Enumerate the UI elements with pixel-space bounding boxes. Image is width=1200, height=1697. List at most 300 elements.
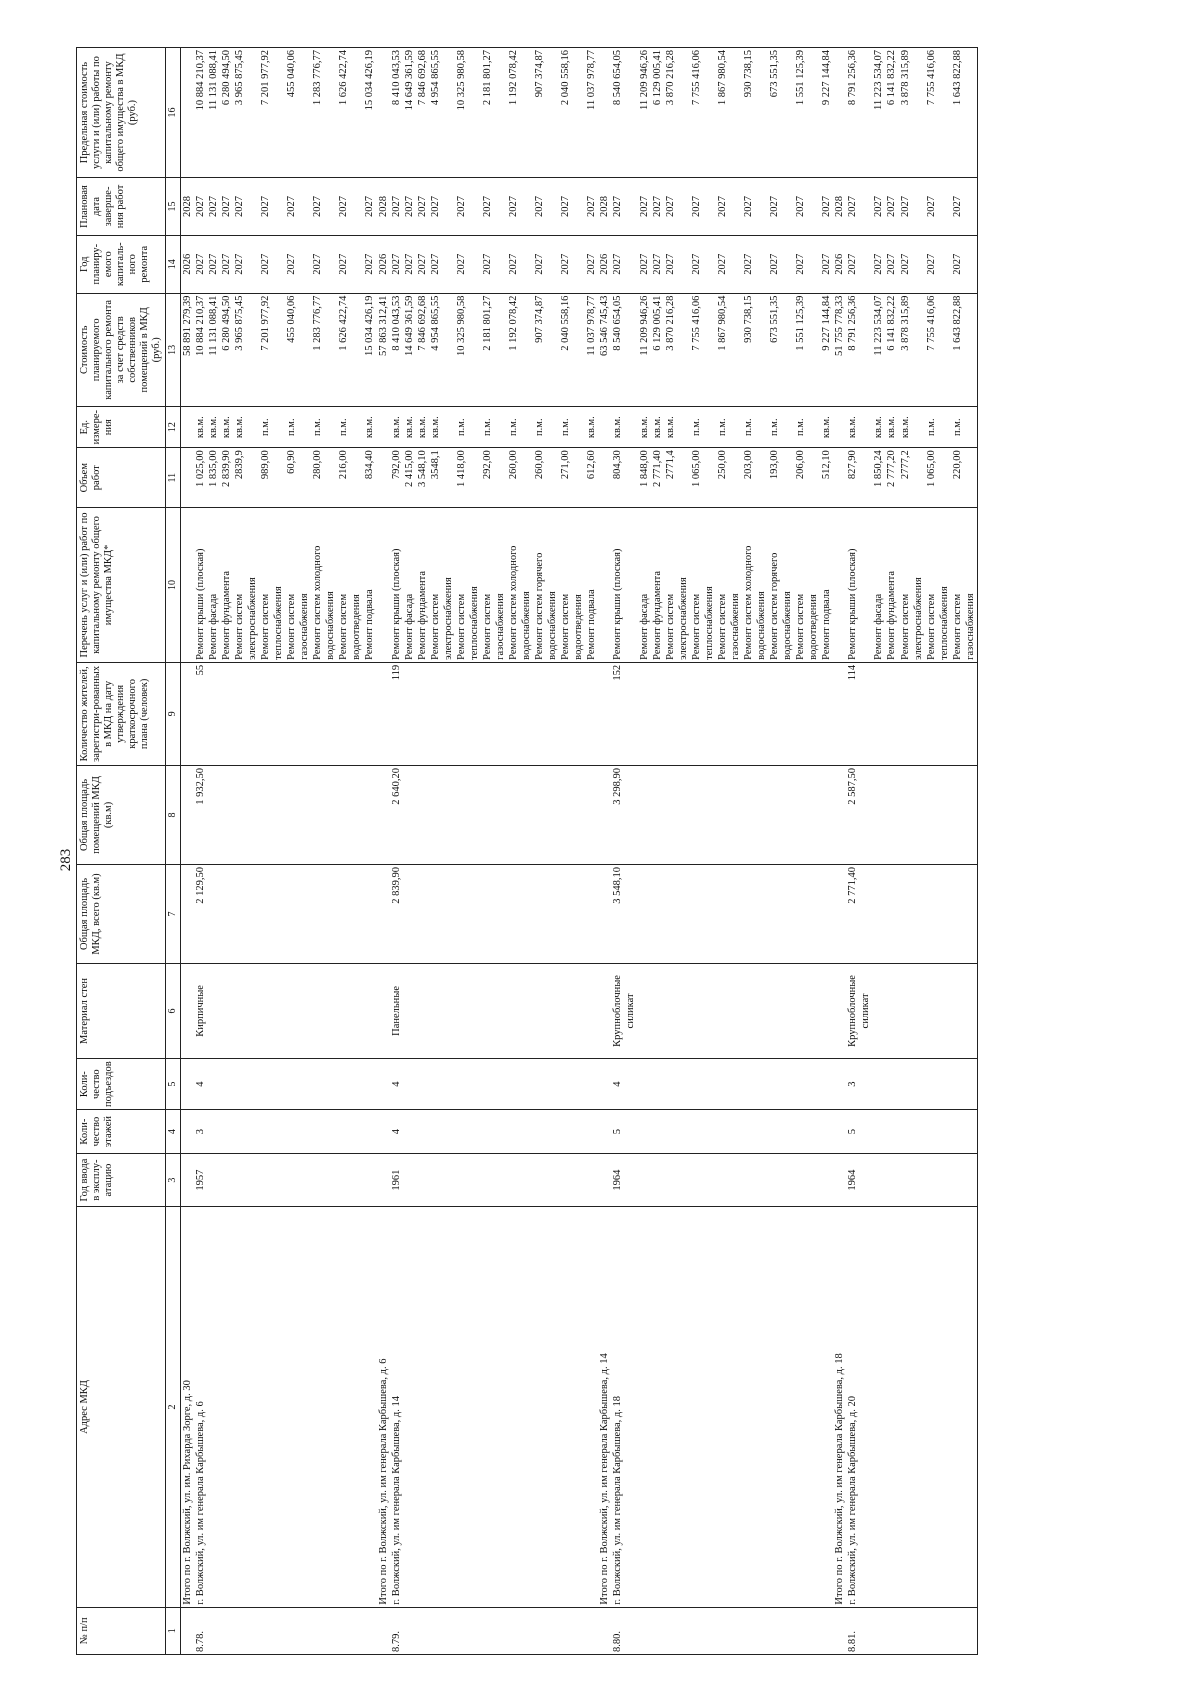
empty-cell	[585, 1207, 598, 1607]
empty-cell	[651, 864, 664, 963]
empty-cell	[429, 1153, 455, 1207]
work-name	[925, 508, 951, 663]
empty-cell	[820, 765, 833, 864]
house-number: 8.80.	[611, 1607, 637, 1654]
empty-cell	[742, 1110, 768, 1153]
empty-cell	[363, 765, 376, 864]
empty-cell	[559, 1110, 585, 1153]
empty-cell	[285, 864, 311, 963]
empty-cell	[598, 48, 611, 178]
work-year: 2027	[194, 235, 207, 293]
header-row	[77, 48, 166, 1655]
empty-cell	[598, 963, 611, 1058]
work-name-line: Ремонт систем	[338, 593, 350, 660]
work-name-line: Ремонт систем горячего	[534, 552, 546, 660]
empty-cell	[285, 1058, 311, 1110]
work-name	[885, 508, 898, 663]
empty-cell	[507, 1058, 533, 1110]
house-total-row	[180, 48, 194, 1655]
empty-cell	[925, 1607, 951, 1654]
empty-cell	[768, 1058, 794, 1110]
work-cost: 11 037 978,77	[585, 293, 598, 406]
work-unit: кв.м.	[638, 407, 651, 448]
work-unit: кв.м.	[820, 407, 833, 448]
total-label: Итого по г. Волжский, ул. им. Рихарда Зорге, д. 30	[180, 1207, 194, 1607]
work-completion-date: 2027	[585, 178, 598, 236]
empty-cell	[337, 1110, 363, 1153]
column-header: Коли-чество подъездов	[77, 1058, 166, 1110]
work-volume: 1 835,00	[207, 448, 220, 508]
work-cost: 8 540 654,05	[611, 293, 637, 406]
work-name-line: теплоснабжения	[469, 586, 481, 660]
empty-cell	[833, 1110, 846, 1153]
work-row	[403, 48, 416, 1655]
empty-cell	[416, 963, 429, 1058]
work-name-line: Ремонт фундамента	[416, 571, 428, 660]
work-row	[768, 48, 794, 1655]
empty-cell	[716, 765, 742, 864]
empty-cell	[742, 864, 768, 963]
empty-cell	[429, 1607, 455, 1654]
empty-cell	[559, 662, 585, 765]
empty-cell	[207, 662, 220, 765]
empty-cell	[768, 1110, 794, 1153]
empty-cell	[207, 1058, 220, 1110]
empty-cell	[768, 963, 794, 1058]
empty-cell	[416, 1110, 429, 1153]
empty-cell	[180, 1153, 194, 1207]
work-row	[872, 48, 885, 1655]
work-max-cost: 14 649 361,59	[403, 48, 416, 178]
work-year: 2027	[285, 235, 311, 293]
empty-cell	[820, 1207, 833, 1607]
work-cost: 11 209 946,26	[638, 293, 651, 406]
empty-cell	[207, 864, 220, 963]
empty-cell	[533, 765, 559, 864]
work-max-cost: 11 037 978,77	[585, 48, 598, 178]
work-name-line: газоснабжения	[495, 593, 507, 660]
work-unit: п.м.	[507, 407, 533, 448]
work-name-line: Ремонт крыши (плоская)	[847, 548, 859, 660]
empty-cell	[403, 1153, 416, 1207]
house-address: г. Волжский, ул. им генерала Карбышева, д. 20	[846, 1207, 872, 1607]
empty-cell	[872, 765, 885, 864]
work-year: 2027	[585, 235, 598, 293]
work-volume: 1 418,00	[455, 448, 481, 508]
floor-count: 5	[611, 1110, 637, 1153]
empty-cell	[207, 765, 220, 864]
empty-cell	[481, 662, 507, 765]
empty-cell	[820, 1607, 833, 1654]
empty-cell	[585, 1153, 598, 1207]
work-unit: кв.м.	[846, 407, 872, 448]
work-name-line: газоснабжения	[964, 593, 976, 660]
empty-cell	[455, 1207, 481, 1607]
empty-cell	[455, 864, 481, 963]
empty-cell	[481, 864, 507, 963]
empty-cell	[833, 963, 846, 1058]
work-name-line: Ремонт систем	[456, 593, 468, 660]
empty-cell	[559, 963, 585, 1058]
work-cost: 10 884 210,37	[194, 293, 207, 406]
empty-cell	[180, 407, 194, 448]
empty-cell	[899, 662, 925, 765]
empty-cell	[820, 1058, 833, 1110]
empty-cell	[664, 864, 690, 963]
work-name	[585, 508, 598, 663]
work-name-line: водоснабжения	[755, 591, 767, 660]
empty-cell	[899, 1153, 925, 1207]
work-completion-date: 2027	[507, 178, 533, 236]
work-name-line: Ремонт систем	[430, 593, 442, 660]
empty-cell	[638, 662, 651, 765]
empty-cell	[899, 864, 925, 963]
empty-cell	[716, 1153, 742, 1207]
empty-cell	[416, 662, 429, 765]
work-year: 2027	[390, 235, 403, 293]
empty-cell	[638, 1153, 651, 1207]
empty-cell	[885, 1058, 898, 1110]
commission-year: 1964	[611, 1153, 637, 1207]
work-volume: 834,40	[363, 448, 376, 508]
work-name	[285, 508, 311, 663]
empty-cell	[690, 1058, 716, 1110]
work-completion-date: 2027	[233, 178, 259, 236]
work-unit: кв.м.	[363, 407, 376, 448]
empty-cell	[533, 1058, 559, 1110]
resident-count: 152	[611, 662, 637, 765]
work-max-cost: 9 227 144,84	[820, 48, 833, 178]
work-max-cost: 6 280 494,50	[220, 48, 233, 178]
work-name	[259, 508, 285, 663]
work-unit: п.м.	[337, 407, 363, 448]
work-row	[416, 48, 429, 1655]
work-name-line: газоснабжения	[729, 593, 741, 660]
work-volume: 3548,1	[429, 448, 455, 508]
work-cost: 1 192 078,42	[507, 293, 533, 406]
work-name-line: Ремонт систем	[794, 593, 806, 660]
work-row	[611, 48, 637, 1655]
empty-cell	[585, 765, 598, 864]
work-cost: 1 867 980,54	[716, 293, 742, 406]
work-cost: 673 551,35	[768, 293, 794, 406]
empty-cell	[233, 864, 259, 963]
work-max-cost: 1 867 980,54	[716, 48, 742, 178]
empty-cell	[377, 508, 390, 663]
work-row	[285, 48, 311, 1655]
work-volume: 1 065,00	[925, 448, 951, 508]
work-name	[233, 508, 259, 663]
work-name-line: электроснабжения	[677, 577, 689, 660]
work-max-cost: 4 954 865,55	[429, 48, 455, 178]
work-volume: 1 025,00	[194, 448, 207, 508]
empty-cell	[768, 1207, 794, 1607]
work-name-line: Ремонт систем	[286, 593, 298, 660]
work-completion-date: 2027	[403, 178, 416, 236]
empty-cell	[481, 1207, 507, 1607]
work-volume: 250,00	[716, 448, 742, 508]
empty-cell	[690, 864, 716, 963]
work-max-cost: 3 878 315,89	[899, 48, 925, 178]
work-unit: п.м.	[311, 407, 337, 448]
work-volume: 804,30	[611, 448, 637, 508]
empty-cell	[690, 765, 716, 864]
work-cost: 3 878 315,89	[899, 293, 925, 406]
work-unit: кв.м.	[611, 407, 637, 448]
work-name-line: Ремонт фасада	[403, 593, 415, 660]
column-header: Год ввода в эксплу-атацию	[77, 1153, 166, 1207]
work-row	[455, 48, 481, 1655]
empty-cell	[925, 864, 951, 963]
empty-cell	[872, 1058, 885, 1110]
empty-cell	[925, 963, 951, 1058]
total-cost: 57 863 312,41	[377, 293, 390, 406]
entrance-count: 4	[390, 1058, 403, 1110]
work-name-line: водоотведения	[807, 594, 819, 660]
column-header: Общая площадь помещений МКД (кв.м)	[77, 765, 166, 864]
work-completion-date: 2027	[559, 178, 585, 236]
work-completion-date: 2027	[925, 178, 951, 236]
total-area: 2 129,50	[194, 864, 207, 963]
empty-cell	[233, 765, 259, 864]
empty-cell	[507, 1110, 533, 1153]
work-name-line: водоснабжения	[325, 591, 337, 660]
work-volume: 216,00	[337, 448, 363, 508]
empty-cell	[664, 1110, 690, 1153]
work-max-cost: 2 040 558,16	[559, 48, 585, 178]
work-cost: 907 374,87	[533, 293, 559, 406]
empty-cell	[638, 1110, 651, 1153]
empty-cell	[794, 662, 820, 765]
column-number: 15	[166, 178, 181, 236]
empty-cell	[664, 1153, 690, 1207]
empty-cell	[533, 1607, 559, 1654]
work-name-line: газоснабжения	[299, 593, 311, 660]
house-total-row	[598, 48, 611, 1655]
work-volume: 1 848,00	[638, 448, 651, 508]
empty-cell	[885, 1153, 898, 1207]
work-year: 2027	[611, 235, 637, 293]
empty-cell	[207, 1207, 220, 1607]
work-max-cost: 11 209 946,26	[638, 48, 651, 178]
work-row	[559, 48, 585, 1655]
work-row	[925, 48, 951, 1655]
total-year: 2026	[377, 235, 390, 293]
empty-cell	[951, 1110, 978, 1153]
work-unit: п.м.	[925, 407, 951, 448]
empty-cell	[951, 864, 978, 963]
work-cost: 1 643 822,88	[951, 293, 978, 406]
empty-cell	[259, 662, 285, 765]
work-year: 2027	[651, 235, 664, 293]
empty-cell	[363, 1207, 376, 1607]
empty-cell	[259, 864, 285, 963]
column-header: Адрес МКД	[77, 1207, 166, 1607]
resident-count: 55	[194, 662, 207, 765]
column-header: Общая площадь МКД, всего (кв.м)	[77, 864, 166, 963]
empty-cell	[180, 765, 194, 864]
house-total-row	[377, 48, 390, 1655]
empty-cell	[180, 48, 194, 178]
empty-cell	[925, 1058, 951, 1110]
empty-cell	[220, 1110, 233, 1153]
empty-cell	[794, 765, 820, 864]
column-header: Плановая дата заверше-ния работ	[77, 178, 166, 236]
column-number: 4	[166, 1110, 181, 1153]
work-completion-date: 2027	[638, 178, 651, 236]
work-cost: 9 227 144,84	[820, 293, 833, 406]
work-max-cost: 7 755 416,06	[690, 48, 716, 178]
empty-cell	[833, 1607, 846, 1654]
empty-cell	[377, 448, 390, 508]
work-completion-date: 2027	[742, 178, 768, 236]
empty-cell	[233, 662, 259, 765]
work-name-line: Ремонт систем холодного	[312, 545, 324, 660]
empty-cell	[416, 1058, 429, 1110]
empty-cell	[180, 864, 194, 963]
empty-cell	[507, 662, 533, 765]
work-completion-date: 2027	[363, 178, 376, 236]
empty-cell	[872, 864, 885, 963]
empty-cell	[559, 1153, 585, 1207]
work-cost: 7 755 416,06	[925, 293, 951, 406]
entrance-count: 4	[194, 1058, 207, 1110]
work-completion-date: 2027	[794, 178, 820, 236]
empty-cell	[403, 765, 416, 864]
empty-cell	[180, 508, 194, 663]
empty-cell	[285, 1207, 311, 1607]
work-completion-date: 2027	[533, 178, 559, 236]
empty-cell	[207, 1607, 220, 1654]
total-year: 2026	[598, 235, 611, 293]
house-number: 8.81.	[846, 1607, 872, 1654]
work-year: 2027	[429, 235, 455, 293]
work-name	[820, 508, 833, 663]
empty-cell	[363, 1607, 376, 1654]
empty-cell	[820, 963, 833, 1058]
empty-cell	[585, 963, 598, 1058]
empty-cell	[180, 963, 194, 1058]
empty-cell	[259, 765, 285, 864]
empty-cell	[377, 662, 390, 765]
work-name-line: Ремонт систем	[482, 593, 494, 660]
empty-cell	[833, 765, 846, 864]
work-name	[455, 508, 481, 663]
work-cost: 8 410 043,53	[390, 293, 403, 406]
work-unit: п.м.	[259, 407, 285, 448]
column-number: 11	[166, 448, 181, 508]
empty-cell	[872, 963, 885, 1058]
empty-cell	[638, 765, 651, 864]
work-name	[872, 508, 885, 663]
empty-cell	[559, 1058, 585, 1110]
work-name-line: электроснабжения	[247, 577, 259, 660]
empty-cell	[533, 1207, 559, 1607]
work-max-cost: 8 791 256,36	[846, 48, 872, 178]
total-completion-date: 2028	[180, 178, 194, 236]
empty-cell	[833, 864, 846, 963]
work-name	[611, 508, 637, 663]
work-max-cost: 15 034 426,19	[363, 48, 376, 178]
total-year: 2026	[180, 235, 194, 293]
work-unit: кв.м.	[207, 407, 220, 448]
work-name-line: водоотведения	[351, 594, 363, 660]
empty-cell	[481, 963, 507, 1058]
empty-cell	[638, 1207, 651, 1607]
work-completion-date: 2027	[885, 178, 898, 236]
commission-year: 1964	[846, 1153, 872, 1207]
empty-cell	[833, 662, 846, 765]
work-name-line: водоотведения	[573, 594, 585, 660]
work-completion-date: 2027	[611, 178, 637, 236]
empty-cell	[180, 1058, 194, 1110]
work-row	[794, 48, 820, 1655]
empty-cell	[377, 48, 390, 178]
work-unit: кв.м.	[390, 407, 403, 448]
work-name-line: Ремонт систем холодного	[508, 545, 520, 660]
empty-cell	[833, 48, 846, 178]
empty-cell	[455, 662, 481, 765]
empty-cell	[403, 1058, 416, 1110]
house-number: 8.79.	[390, 1607, 403, 1654]
work-cost: 14 649 361,59	[403, 293, 416, 406]
house-address: г. Волжский, ул. им генерала Карбышева, д. 6	[194, 1207, 207, 1607]
empty-cell	[742, 1607, 768, 1654]
empty-cell	[716, 963, 742, 1058]
work-name	[207, 508, 220, 663]
empty-cell	[429, 662, 455, 765]
empty-cell	[716, 864, 742, 963]
total-cost: 58 891 279,39	[180, 293, 194, 406]
work-name-line: Ремонт фасада	[638, 593, 650, 660]
empty-cell	[833, 448, 846, 508]
empty-cell	[337, 864, 363, 963]
entrance-count: 3	[846, 1058, 872, 1110]
work-unit: кв.м.	[899, 407, 925, 448]
empty-cell	[585, 864, 598, 963]
empty-cell	[259, 1058, 285, 1110]
work-row	[429, 48, 455, 1655]
work-name	[559, 508, 585, 663]
work-volume: 60,90	[285, 448, 311, 508]
empty-cell	[363, 963, 376, 1058]
work-max-cost: 907 374,87	[533, 48, 559, 178]
premises-area: 1 932,50	[194, 765, 207, 864]
work-unit: п.м.	[690, 407, 716, 448]
work-max-cost: 455 040,06	[285, 48, 311, 178]
empty-cell	[742, 765, 768, 864]
empty-cell	[233, 963, 259, 1058]
work-year: 2027	[690, 235, 716, 293]
empty-cell	[872, 1607, 885, 1654]
empty-cell	[233, 1110, 259, 1153]
work-row	[899, 48, 925, 1655]
empty-cell	[533, 1110, 559, 1153]
column-number: 5	[166, 1058, 181, 1110]
resident-count: 119	[390, 662, 403, 765]
empty-cell	[416, 1607, 429, 1654]
work-completion-date: 2027	[285, 178, 311, 236]
empty-cell	[311, 1110, 337, 1153]
work-year: 2027	[951, 235, 978, 293]
house-address: г. Волжский, ул. им генерала Карбышева, д. 14	[390, 1207, 403, 1607]
column-number: 7	[166, 864, 181, 963]
work-volume: 2839,9	[233, 448, 259, 508]
column-number: 14	[166, 235, 181, 293]
work-cost: 3 870 216,28	[664, 293, 690, 406]
total-area: 2 839,90	[390, 864, 403, 963]
empty-cell	[363, 1058, 376, 1110]
